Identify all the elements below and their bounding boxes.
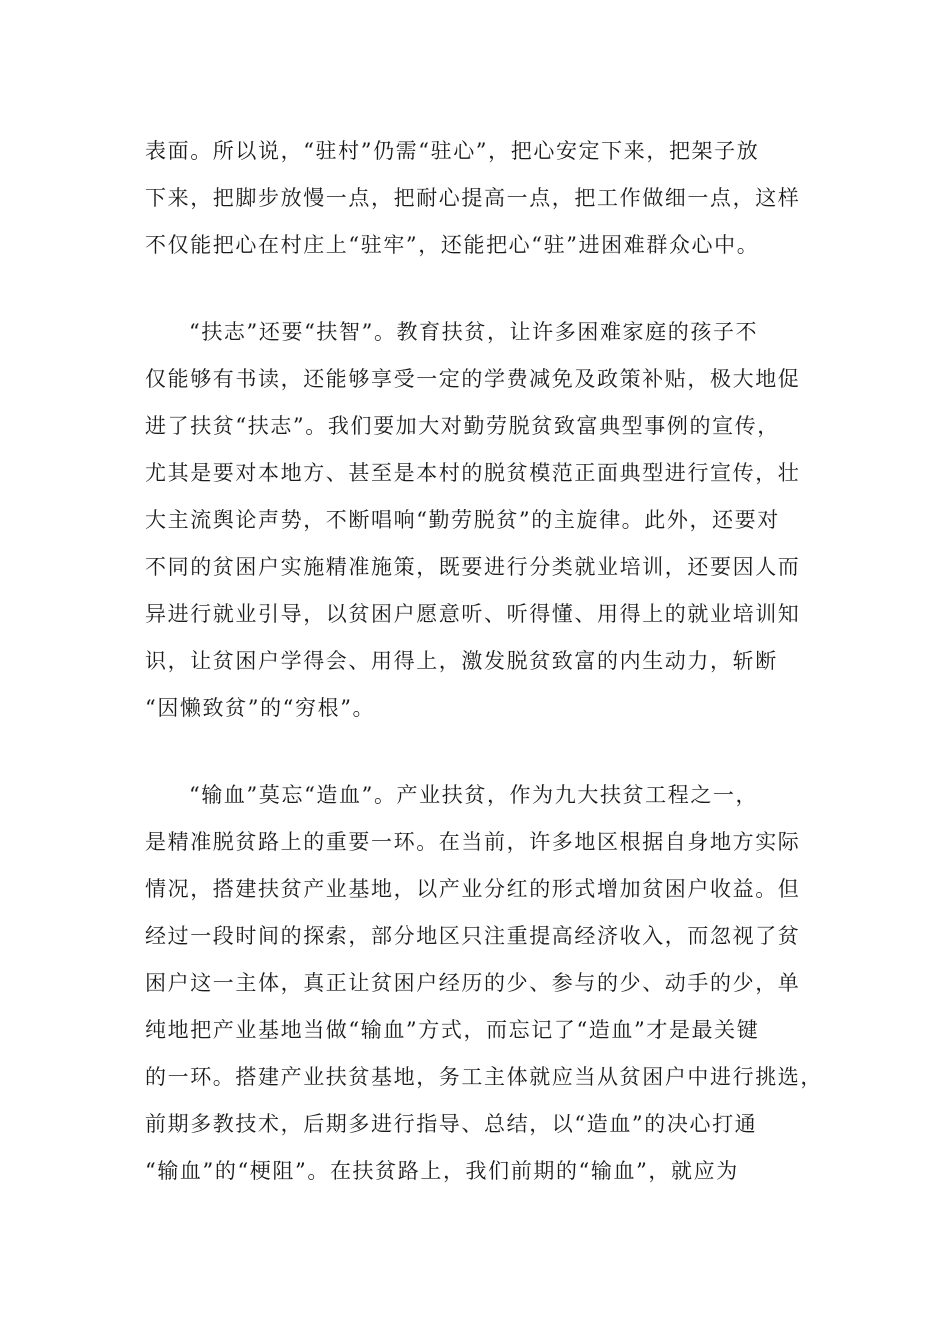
- text-line: 前期多教技术，后期多进行指导、总结，以“造血”的决心打通: [145, 1112, 758, 1136]
- text-line: 大主流舆论声势，不断唱响“勤劳脱贫”的主旋律。此外，还要对: [145, 508, 780, 532]
- text-line: 仅能够有书读，还能够享受一定的学费减免及政策补贴，极大地促: [145, 367, 801, 391]
- text-line: 经过一段时间的探索，部分地区只注重提高经济收入，而忽视了贫: [145, 924, 801, 948]
- text-line: 不同的贫困户实施精准施策，既要进行分类就业培训，还要因人而: [145, 555, 801, 579]
- text-line: 纯地把产业基地当做“输血”方式，而忘记了“造血”才是最关键: [145, 1018, 760, 1042]
- text-line: “输血”的“梗阻”。在扶贫路上，我们前期的“输血”，就应为: [145, 1159, 739, 1183]
- text-line: 是精准脱贫路上的重要一环。在当前，许多地区根据自身地方实际: [145, 830, 801, 854]
- paragraph-3: [145, 772, 823, 1195]
- text-line: “因懒致贫”的“穷根”。: [145, 696, 376, 720]
- text-line: “扶志”还要“扶智”。教育扶贫，让许多困难家庭的孩子不: [189, 320, 759, 344]
- text-line: “输血”莫忘“造血”。产业扶贫，作为九大扶贫工程之一，: [189, 783, 759, 807]
- text-line: 进了扶贫“扶志”。我们要加大对勤劳脱贫致富典型事例的宣传，: [145, 414, 780, 438]
- document-body: [145, 128, 823, 1235]
- paragraph-1: [145, 128, 805, 269]
- text-line: 情况，搭建扶贫产业基地，以产业分红的形式增加贫困户收益。但: [145, 877, 801, 901]
- text-line: 尤其是要对本地方、甚至是本村的脱贫模范正面典型进行宣传，壮: [145, 461, 801, 485]
- text-line: 下来，把脚步放慢一点，把耐心提高一点，把工作做细一点，这样: [145, 186, 801, 210]
- text-line: 的一环。搭建产业扶贫基地，务工主体就应当从贫困户中进行挑选，: [145, 1065, 823, 1089]
- text-line: 不仅能把心在村庄上“驻牢”，还能把心“驻”进困难群众心中。: [145, 233, 760, 257]
- text-line: 表面。所以说，“驻村”仍需“驻心”，把心安定下来，把架子放: [145, 139, 760, 163]
- paragraph-2: [145, 309, 805, 732]
- text-line: 异进行就业引导，以贫困户愿意听、听得懂、用得上的就业培训知: [145, 602, 801, 626]
- text-line: 识，让贫困户学得会、用得上，激发脱贫致富的内生动力，斩断: [145, 649, 778, 673]
- text-line: 困户这一主体，真正让贫困户经历的少、参与的少、动手的少，单: [145, 971, 801, 995]
